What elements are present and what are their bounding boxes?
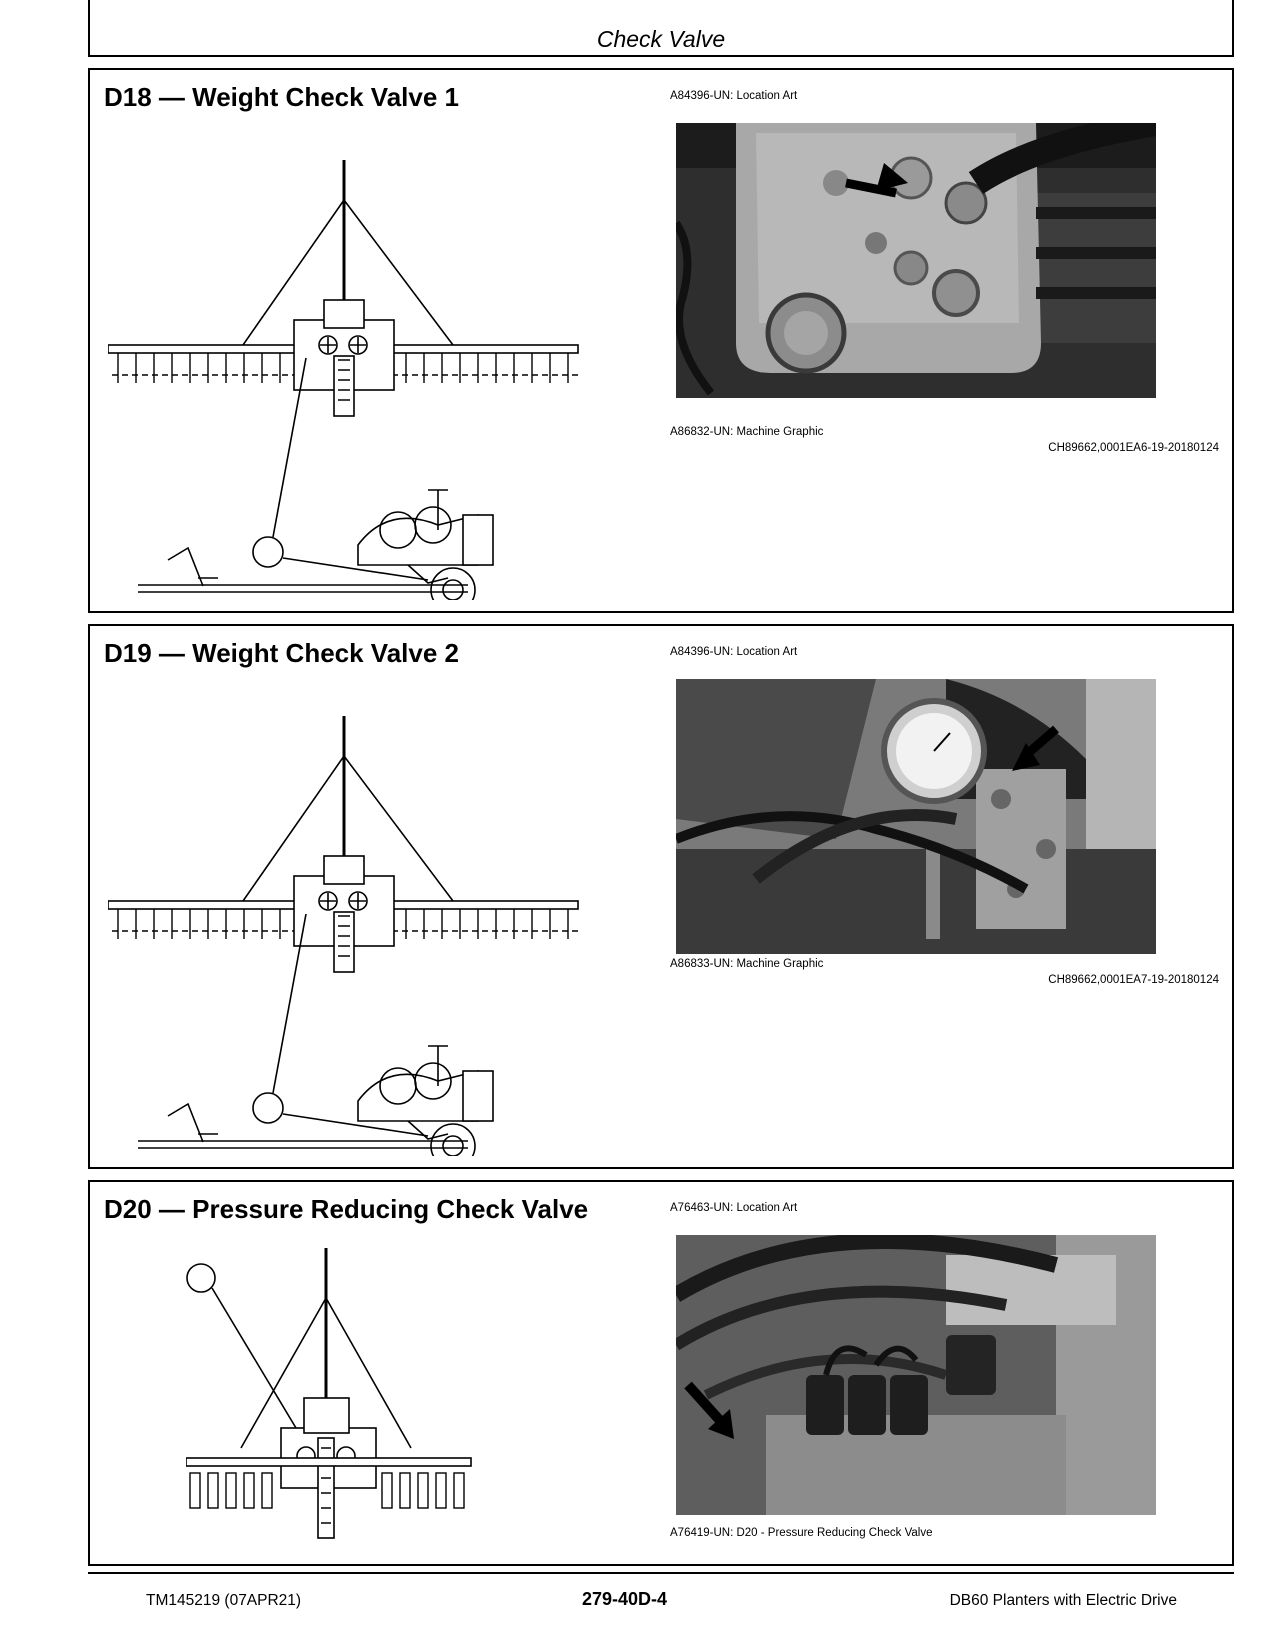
planter-location-art [186,1248,486,1544]
section-title: D19 — Weight Check Valve 2 [104,638,459,668]
machine-graphic-caption: A86832-UN: Machine Graphic [670,426,824,438]
location-art-caption: A76463-UN: Location Art [670,1202,798,1214]
page-title: Check Valve [596,26,726,52]
planter-location-art [108,160,588,600]
machine-graphic-caption: A76419-UN: D20 - Pressure Reducing Check Valve [670,1527,933,1539]
location-art-caption: A84396-UN: Location Art [670,90,798,102]
manual-id: TM145219 (07APR21) [146,1592,302,1609]
section-d18 [88,68,1234,613]
planter-location-art [108,716,588,1156]
section-d20 [88,1180,1234,1566]
page-header [88,0,1234,57]
machine-photo [676,679,1156,954]
machine-photo [676,1235,1156,1515]
location-art-caption: A84396-UN: Location Art [670,646,798,658]
machine-photo [676,123,1156,398]
publication-title: DB60 Planters with Electric Drive [949,1592,1177,1609]
page-number: 279-40D-4 [582,1589,668,1609]
machine-graphic-caption: A86833-UN: Machine Graphic [670,958,824,970]
section-title: D20 — Pressure Reducing Check Valve [104,1194,589,1224]
document-reference: CH89662,0001EA7-19-20180124 [1048,974,1219,986]
section-d19 [88,624,1234,1169]
footer-rule [88,1572,1234,1574]
section-title: D18 — Weight Check Valve 1 [104,82,459,112]
document-reference: CH89662,0001EA6-19-20180124 [1048,442,1219,454]
